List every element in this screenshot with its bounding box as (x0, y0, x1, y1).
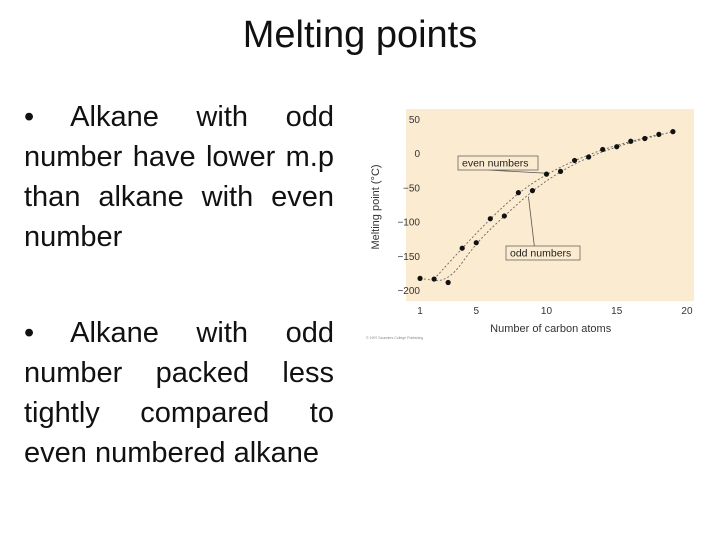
slide-title: Melting points (242, 14, 478, 56)
odd-numbers-label: odd numbers (510, 247, 572, 260)
even-data-point (628, 139, 633, 144)
odd-data-point (670, 129, 675, 134)
y-tick-label: −150 (397, 251, 420, 263)
odd-data-point (586, 154, 591, 159)
x-tick-label: 1 (417, 306, 423, 317)
x-tick-label: 15 (611, 306, 623, 317)
y-axis-label: Melting point (°C) (370, 164, 382, 250)
even-data-point (572, 158, 577, 163)
even-data-point (460, 246, 465, 251)
odd-data-point (502, 213, 507, 218)
x-axis-label: Number of carbon atoms (490, 323, 612, 335)
y-tick-label: 50 (408, 114, 420, 126)
credit-text: © 1997 Saunders College Publishing (366, 336, 424, 340)
even-data-point (656, 132, 661, 137)
chart-svg (366, 106, 696, 342)
bullet-odd-lower-mp: • Alkane with odd number have lower m.p than alkane with even number (24, 101, 334, 253)
odd-data-point (417, 276, 422, 281)
odd-data-point (558, 169, 563, 174)
even-data-point (488, 216, 493, 221)
even-data-point (516, 190, 521, 195)
even-numbers-label: even numbers (462, 157, 529, 170)
even-data-point (544, 172, 549, 177)
plot-area (406, 109, 694, 301)
y-tick-label: −50 (403, 183, 420, 195)
x-tick-label: 5 (473, 306, 480, 317)
bullet-odd-packed-less: • Alkane with odd number packed less tightly compared to even numbered alkane (24, 317, 334, 469)
x-tick-label: 10 (540, 306, 553, 317)
odd-data-point (614, 144, 619, 149)
even-data-point (431, 276, 436, 281)
odd-data-point (642, 136, 647, 141)
melting-point-chart (366, 106, 696, 342)
odd-data-point (474, 240, 479, 245)
odd-data-point (446, 280, 451, 285)
y-tick-label: −100 (397, 217, 420, 229)
odd-data-point (530, 188, 535, 193)
even-data-point (600, 147, 605, 152)
y-tick-label: 0 (414, 149, 420, 161)
y-tick-label: −200 (397, 286, 420, 298)
x-tick-label: 20 (681, 306, 693, 317)
